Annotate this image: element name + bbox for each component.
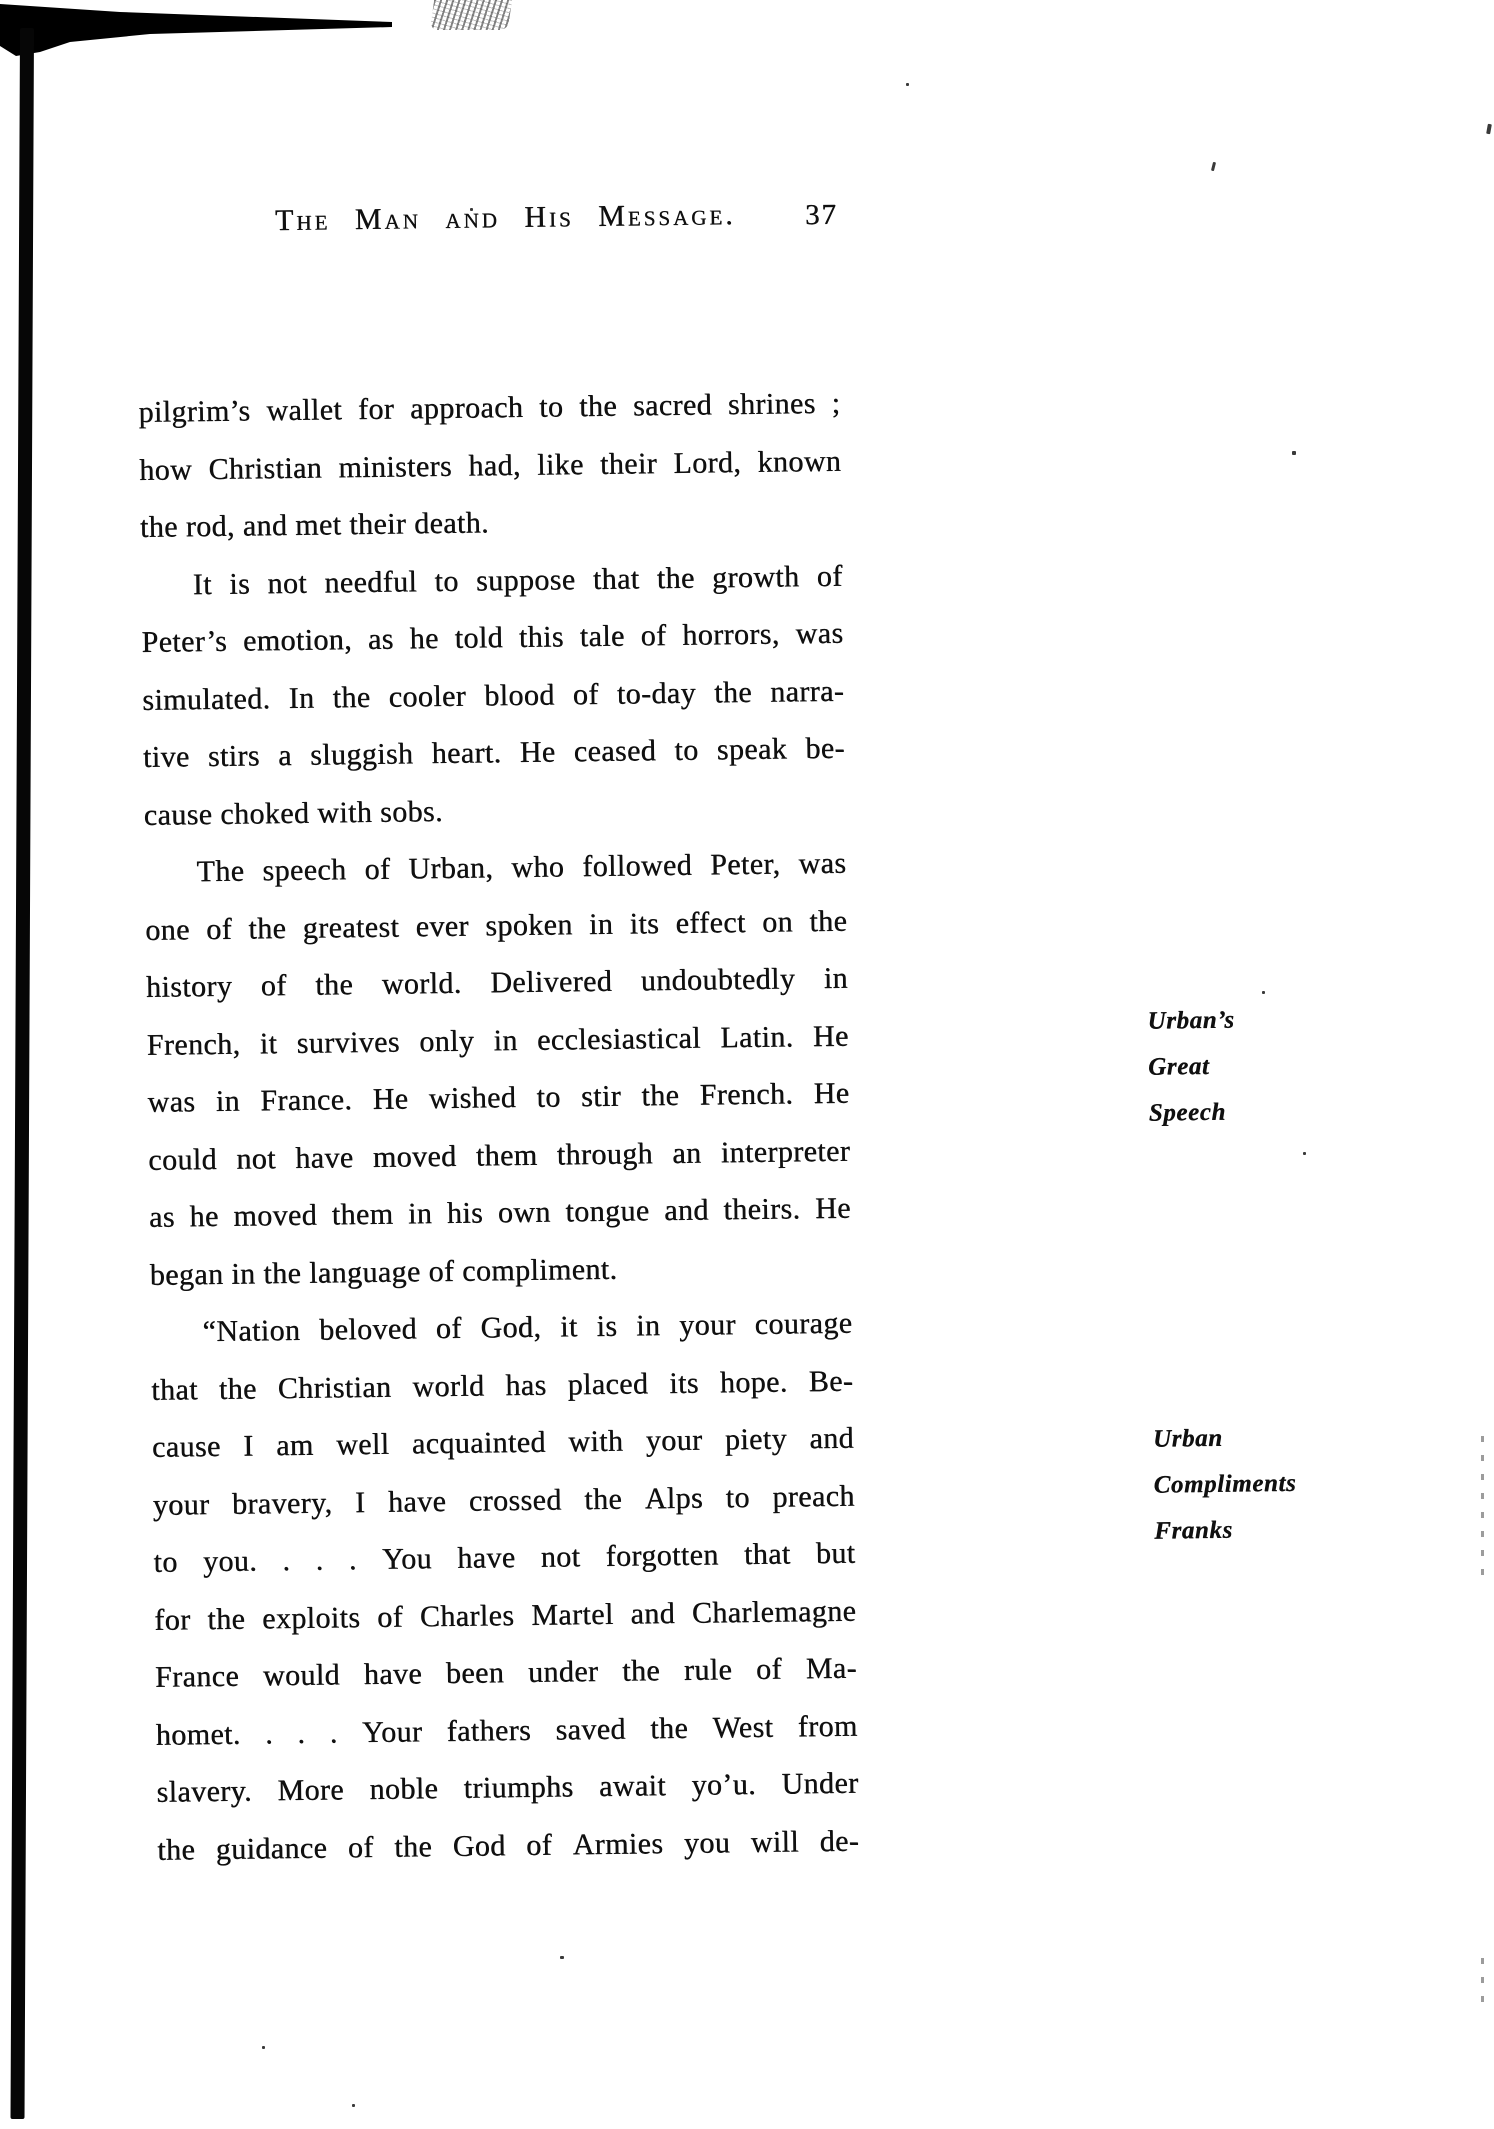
margin-note-urban-compliments-franks [1153,1415,1298,1555]
body-line: cause I am well acquainted with your piety and [151,1421,855,1464]
body-line: cause choked with sobs. [143,794,444,832]
margin-note-urbans-great-speech [1147,998,1236,1137]
body-line: It is not needful to suppose that the growth of [192,559,843,601]
margin-note-line: Speech [1148,1098,1227,1127]
body-line: the rod, and met their death. [139,506,490,544]
page-number: 37 [804,198,839,232]
body-text [138,375,860,1879]
body-line: simulated. In the cooler blood of to-day the narra- [142,674,845,717]
body-line: that the Christian world has placed its hope. Be- [151,1364,854,1407]
body-line: one of the greatest ever spoken in its effect on the [145,904,848,947]
body-line: your bravery, I have crossed the Alps to preach [152,1479,855,1522]
body-line: as he moved them in his own tongue and theirs. He [148,1191,852,1234]
body-line: history of the world. Delivered undoubtedly in [145,961,849,1004]
body-line: to you. . . . You have not forgotten that but [153,1536,856,1579]
body-line: pilgrim’s wallet for approach to the sacred shrines ; [138,386,841,429]
body-line: The speech of Urban, who followed Peter, was [196,846,847,889]
margin-note-line: Compliments [1153,1469,1297,1499]
body-line: slavery. More noble triumphs await yo’u. Under [156,1766,859,1809]
body-line: could not have moved them through an interpreter [148,1134,851,1177]
body-line: for the exploits of Charles Martel and Charlemagne [154,1594,857,1637]
margin-note-line: Franks [1154,1516,1234,1545]
body-line: began in the language of compliment. [149,1252,618,1292]
margin-note-line: Great [1147,1052,1210,1081]
body-line: was in France. He wished to stir the French. He [147,1076,850,1119]
body-line: French, it survives only in ecclesiastical Latin. He [146,1019,849,1062]
body-line: “Nation beloved of God, it is in your courage [202,1306,853,1349]
body-line: how Christian ministers had, like their Lord, known [139,444,842,487]
running-header: The Man and His Message. [274,197,736,238]
body-line: France would have been under the rule of Ma- [154,1651,858,1694]
scan-speck [1486,124,1492,135]
body-line: homet. . . . Your fathers saved the West from [155,1709,858,1752]
body-line: tive stirs a sluggish heart. He ceased to speak be- [142,731,846,774]
body-line: the guidance of the God of Armies you will de- [157,1824,860,1867]
body-line: Peter’s emotion, as he told this tale of horrors, was [141,616,844,659]
margin-note-line: Urban’s [1147,1006,1235,1035]
margin-note-line: Urban [1152,1424,1223,1453]
